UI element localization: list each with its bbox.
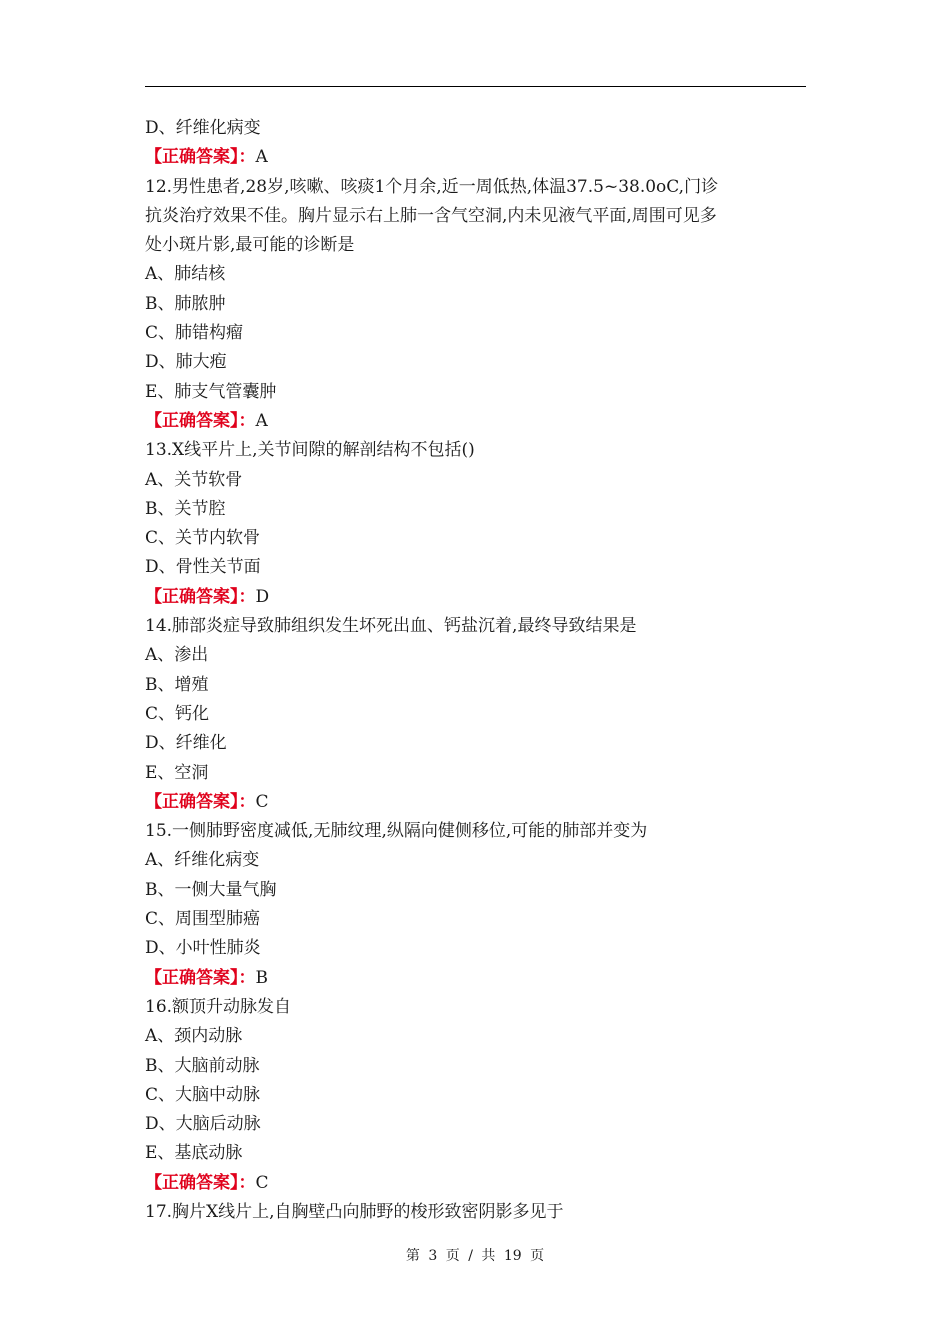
- document-body: [145, 114, 805, 1227]
- answer-label: 【正确答案】：: [145, 1172, 256, 1193]
- option-line: E、肺支气管囊肿: [145, 381, 277, 402]
- text-line: 12.男性患者,28岁,咳嗽、咳痰1个月余,近一周低热,体温37.5~38.0oC,门诊: [145, 176, 719, 197]
- answer-value: A: [255, 147, 268, 168]
- answer-line: [145, 1169, 805, 1198]
- option-line: B、肺脓肿: [145, 293, 226, 314]
- option-line: E、基底动脉: [145, 1143, 243, 1164]
- option-line: D、纤维化病变: [145, 118, 261, 138]
- option-line: E、空洞: [145, 762, 209, 783]
- option-line: D、肺大疱: [145, 352, 227, 373]
- option-line: A、肺结核: [145, 264, 226, 285]
- option-line: D、小叶性肺炎: [145, 938, 261, 959]
- footer-total-pages: 19: [503, 1248, 522, 1264]
- text-line: 14.肺部炎症导致肺组织发生坏死出血、钙盐沉着,最终导致结果是: [145, 616, 637, 637]
- answer-label: 【正确答案】：: [145, 147, 256, 168]
- text-line: 处小斑片影,最可能的诊断是: [145, 235, 355, 256]
- option-line: A、颈内动脉: [145, 1026, 243, 1047]
- answer-value: A: [255, 410, 268, 431]
- answer-label: 【正确答案】：: [145, 791, 256, 812]
- answer-line: [145, 143, 805, 172]
- footer-page-number: 3: [428, 1248, 438, 1264]
- answer-value: B: [255, 967, 268, 988]
- footer-total-prefix: 共: [481, 1248, 496, 1264]
- footer-page-unit: 页: [445, 1248, 460, 1264]
- answer-label: 【正确答案】：: [145, 586, 256, 607]
- option-line: A、关节软骨: [145, 469, 243, 490]
- answer-value: C: [255, 1172, 269, 1193]
- answer-line: [145, 964, 805, 993]
- option-line: C、周围型肺癌: [145, 909, 261, 930]
- option-line: C、钙化: [145, 703, 210, 724]
- page-footer: [0, 1245, 950, 1265]
- option-line: C、大脑中动脉: [145, 1084, 261, 1105]
- text-line: 15.一侧肺野密度减低,无肺纹理,纵隔向健侧移位,可能的肺部并变为: [145, 821, 648, 842]
- option-line: A、渗出: [145, 645, 209, 666]
- answer-label: 【正确答案】：: [145, 410, 256, 431]
- answer-line: [145, 583, 805, 612]
- option-line: A、纤维化病变: [145, 850, 260, 871]
- header-rule: [145, 86, 806, 87]
- option-line: B、一侧大量气胸: [145, 879, 277, 900]
- option-line: C、肺错构瘤: [145, 323, 244, 344]
- footer-separator: /: [468, 1248, 473, 1264]
- answer-line: [145, 788, 805, 817]
- text-line: 17.胸片X线片上,自胸壁凸向肺野的梭形致密阴影多见于: [145, 1201, 564, 1222]
- answer-value: D: [255, 586, 270, 607]
- option-line: D、大脑后动脉: [145, 1114, 261, 1135]
- answer-value: C: [255, 791, 269, 812]
- option-line: D、骨性关节面: [145, 557, 261, 578]
- option-line: B、关节腔: [145, 498, 226, 519]
- text-line: 13.X线平片上,关节间隙的解剖结构不包括(): [145, 440, 475, 461]
- text-line: 16.额顶升动脉发自: [145, 996, 292, 1017]
- option-line: B、增殖: [145, 674, 209, 695]
- option-line: B、大脑前动脉: [145, 1055, 260, 1076]
- footer-prefix: 第: [405, 1248, 420, 1264]
- footer-total-unit: 页: [530, 1248, 545, 1264]
- answer-label: 【正确答案】：: [145, 967, 256, 988]
- text-line: 抗炎治疗效果不佳。胸片显示右上肺一含气空洞,内未见液气平面,周围可见多: [145, 205, 717, 226]
- option-line: C、关节内软骨: [145, 528, 261, 549]
- answer-line: [145, 407, 805, 436]
- option-line: D、纤维化: [145, 733, 227, 754]
